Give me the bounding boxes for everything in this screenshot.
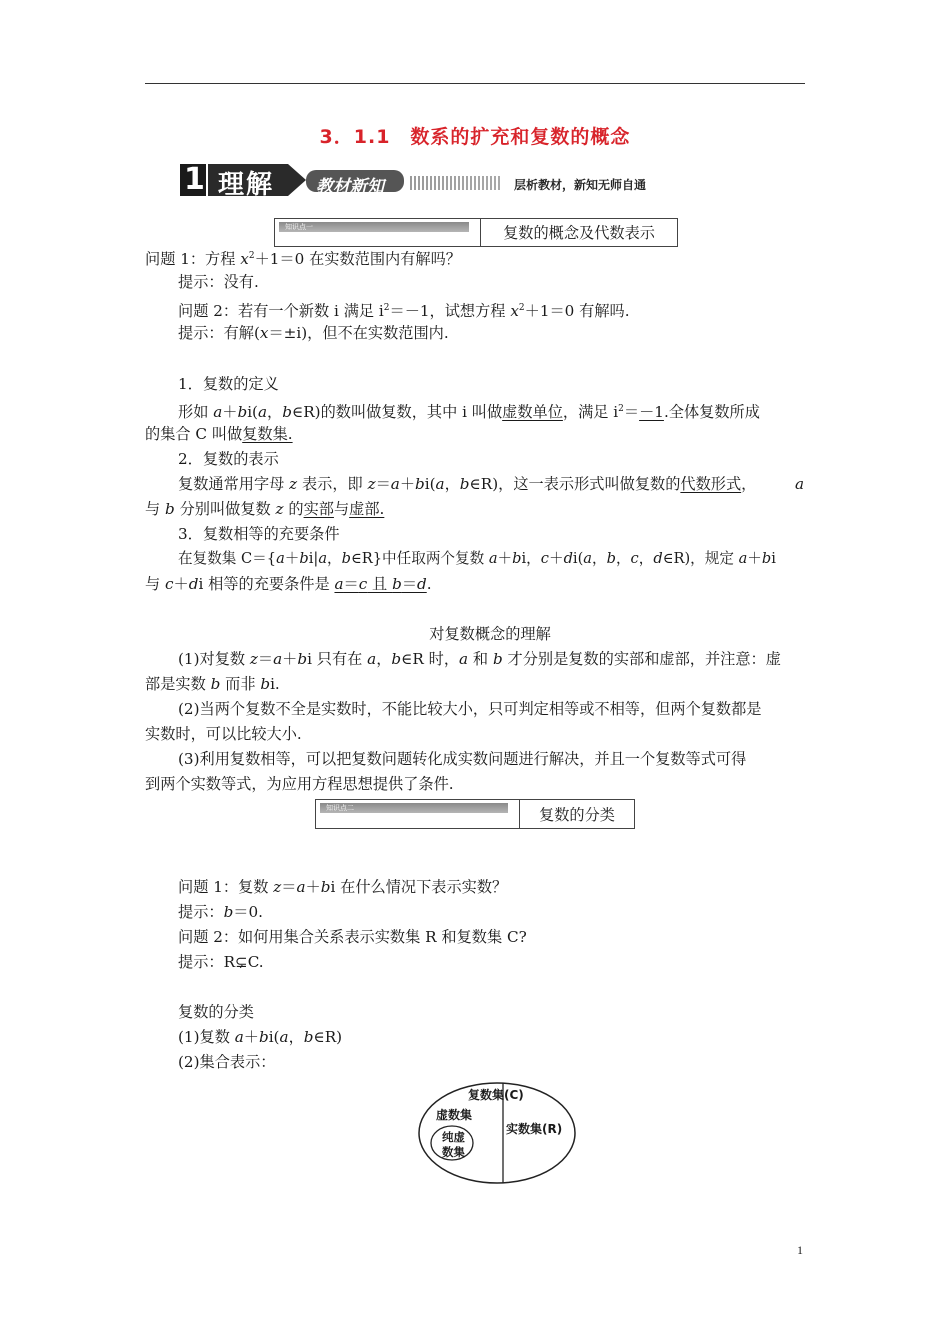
section-banner: [178, 158, 848, 198]
a1-line: 提示：没有.: [178, 273, 259, 291]
def3-line1: 在复数集 C＝{a＋bi|a，b∈R}中任取两个复数 a＋bi，c＋di(a，b，c，d∈R)，规定 a＋bi: [178, 550, 776, 567]
s2-a1: 提示：b＝0.: [178, 903, 263, 921]
knowledge-tag-2: 知识点二: [326, 804, 354, 812]
a2-line: 提示：有解(x＝±i)，但不在实数范围内.: [178, 324, 449, 342]
def1-line2: 的集合 C 叫做复数集.: [145, 425, 293, 443]
q1-line: 问题 1：方程 $x^2+1=0$ 在实数范围内有解吗？: [145, 250, 461, 269]
def3-heading: 3．复数相等的充要条件: [178, 525, 340, 543]
banner-main: 理解: [218, 170, 275, 200]
venn-pure-label-2: 数集: [442, 1145, 465, 1159]
knowledge-box-2: [315, 799, 635, 829]
page-number: 1: [797, 1243, 803, 1257]
understand-p1-line2: 部是实数 b 而非 bi.: [145, 675, 280, 693]
knowledge-box-1: [274, 218, 678, 247]
knowledge-tag-strip-2: [320, 803, 508, 813]
venn-pure-label-1: 纯虚: [442, 1130, 465, 1144]
knowledge-tag: 知识点一: [285, 223, 313, 231]
def2-line2: 与 b 分别叫做复数 z 的实部与虚部.: [145, 500, 385, 518]
understand-heading: 对复数概念的理解: [429, 625, 551, 643]
understand-p2-line1: (2)当两个复数不全是实数时，不能比较大小，只可判定相等或不相等，但两个复数都是: [178, 700, 762, 718]
set-venn-diagram: [416, 1080, 578, 1186]
def2-line1-tail: a: [795, 475, 805, 493]
def2-heading: 2．复数的表示: [178, 450, 279, 468]
def2-line1: 复数通常用字母 z 表示，即 z＝a＋bi(a，b∈R)，这一表示形式叫做复数的代数形式，: [178, 475, 757, 493]
banner-slogan: 层析教材，新知无师自通: [514, 178, 647, 192]
page-title: 3．1.1 数系的扩充和复数的概念: [319, 126, 631, 148]
understand-p2-line2: 实数时，可以比较大小.: [145, 725, 302, 743]
understand-p3-line1: (3)利用复数相等，可以把复数问题转化成实数问题进行解决，并且一个复数等式可得: [178, 750, 747, 768]
top-rule: [145, 83, 805, 84]
knowledge-tag-box-2: [316, 800, 520, 828]
q2-line: 问题 2：若有一个新数 i 满足 $i^2=-1$，试想方程 $x^2+1=0$ 有解吗.: [178, 302, 630, 321]
understand-p3-line2: 到两个实数等式，为应用方程思想提供了条件.: [145, 775, 454, 793]
def3-line2: 与 c＋di 相等的充要条件是 a＝c 且 b＝d.: [145, 575, 432, 593]
classify-item2: (2)集合表示：: [178, 1053, 276, 1071]
knowledge-tag-strip: [279, 222, 469, 232]
s2-a2: 提示：R⊊C.: [178, 953, 264, 971]
understand-p1-line1: (1)对复数 z＝a＋bi 只有在 a，b∈R 时，a 和 b 才分别是复数的实部和虚部，并注意：虚: [178, 650, 781, 668]
venn-imaginary-label: 虚数集: [436, 1108, 473, 1122]
def1-line1: 形如 a＋bi(a，b∈R)的数叫做复数，其中 i 叫做虚数单位，满足 $i^2=-1$.全体复数所成: [178, 403, 760, 422]
knowledge-label-2: 复数的分类: [539, 805, 615, 824]
venn-complex-label: 复数集(C): [468, 1088, 524, 1102]
classify-heading: 复数的分类: [178, 1003, 254, 1021]
venn-real-label: 实数集(R): [506, 1122, 563, 1136]
banner-graphic: [178, 158, 848, 198]
classify-item1: (1)复数 a＋bi(a，b∈R): [178, 1028, 343, 1046]
knowledge-tag-box: [275, 219, 481, 246]
banner-sub: 教材新知: [316, 177, 384, 197]
banner-number: 1: [184, 162, 205, 197]
s2-q2: 问题 2：如何用集合关系表示实数集 R 和复数集 C?: [178, 928, 527, 946]
knowledge-label: 复数的概念及代数表示: [503, 224, 655, 242]
s2-q1: 问题 1：复数 z＝a＋bi 在什么情况下表示实数？: [178, 878, 508, 896]
def1-heading: 1．复数的定义: [178, 375, 279, 393]
